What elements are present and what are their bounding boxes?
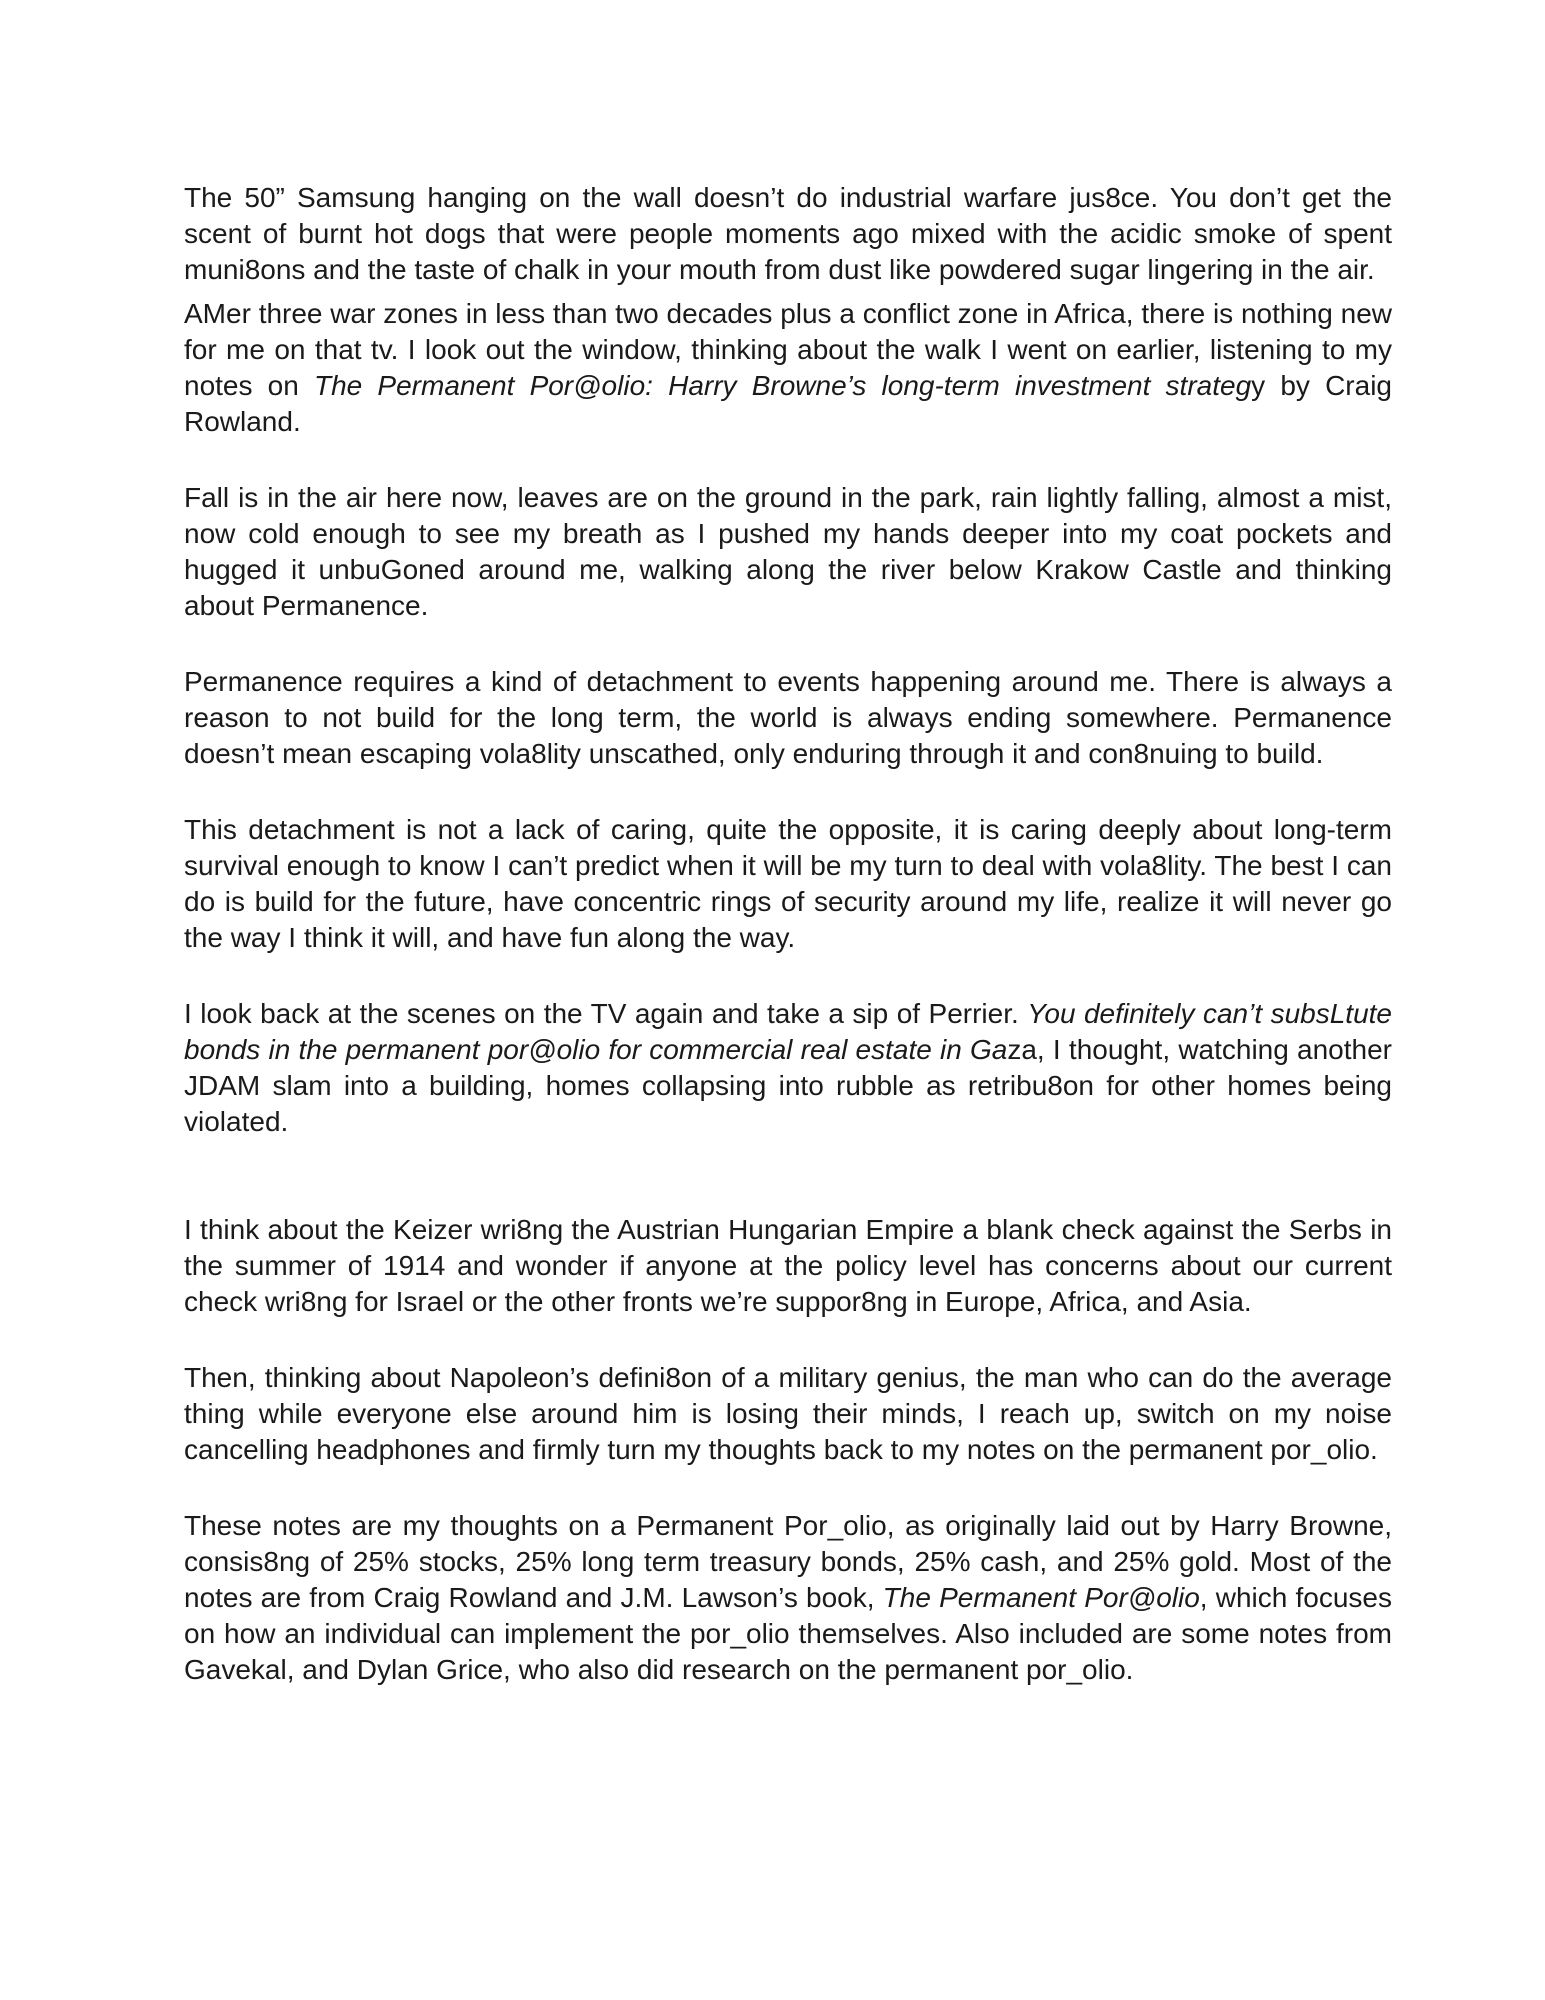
blank-line xyxy=(184,1148,1392,1172)
blank-line xyxy=(184,1476,1392,1500)
paragraph xyxy=(184,1508,1392,1688)
text-run: This detachment is not a lack of caring, quite the opposite, it is caring deeply about long-term survival enough to know I can’t predict when it will be my turn to deal with vola8lity. The best I can do is build for the future, have concentric rings of security around my life, realize it will never go the way I think it will, and have fun along the way. xyxy=(184,814,1392,953)
text-run: Fall is in the air here now, leaves are on the ground in the park, rain lightly falling, almost a mist, now cold enough to see my breath as I pushed my hands deeper into my coat pockets and hugged it unbuGoned around me, walking along the river below Krakow Castle and thinking about Permanence. xyxy=(184,482,1392,621)
italic-text-run: The Permanent Por@olio xyxy=(882,1582,1200,1613)
paragraph xyxy=(184,996,1392,1140)
blank-line xyxy=(184,1328,1392,1352)
document-text xyxy=(184,180,1392,1696)
paragraph xyxy=(184,812,1392,956)
blank-line xyxy=(184,632,1392,656)
text-run: Permanence requires a kind of detachment to events happening around me. There is always a reason to not build for the long term, the world is always ending somewhere. Permanence doesn’t mean escaping vola8lity unscathed, only enduring through it and con8nuing to build. xyxy=(184,666,1392,769)
blank-line xyxy=(184,1180,1392,1204)
paragraph xyxy=(184,1360,1392,1468)
italic-text-run: You definitely can’t subsLtute bonds in the permanent por@olio for commercial real estate in Ga xyxy=(184,998,1392,1065)
text-run: Then, thinking about Napoleon’s defini8on of a military genius, the man who can do the average thing while everyone else around him is losing their minds, I reach up, switch on my noise cancelling headphones and firmly turn my thoughts back to my notes on the permanent por_olio. xyxy=(184,1362,1392,1465)
text-run: I think about the Keizer wri8ng the Austrian Hungarian Empire a blank check against the Serbs in the summer of 1914 and wonder if anyone at the policy level has concerns about our current check wri8ng for Israel or the other fronts we’re suppor8ng in Europe, Africa, and Asia. xyxy=(184,1214,1392,1317)
blank-line xyxy=(184,780,1392,804)
text-run: y by Craig Rowland. xyxy=(184,370,1392,437)
paragraph xyxy=(184,1212,1392,1320)
text-run: I look back at the scenes on the TV again and take a sip of Perrier. xyxy=(184,998,1028,1029)
text-run: The 50” Samsung hanging on the wall doesn’t do industrial warfare jus8ce. You don’t get the scent of burnt hot dogs that were people moments ago mixed with the acidic smoke of spent muni8ons and the taste of chalk in your mouth from dust like powdered sugar lingering in the air. xyxy=(184,182,1392,285)
blank-line xyxy=(184,964,1392,988)
text-run: , which focuses on how an individual can implement the por_olio themselves. Also included are some notes from Gavekal, and Dylan Grice, who also did research on the permanent por_olio. xyxy=(184,1582,1392,1685)
italic-text-run: The Permanent Por@olio: Harry Browne’s long-term investment strateg xyxy=(314,370,1252,401)
paragraph xyxy=(184,664,1392,772)
blank-line xyxy=(184,448,1392,472)
paragraph xyxy=(184,480,1392,624)
text-run: AMer three war zones in less than two decades plus a conflict zone in Africa, there is nothing new for me on that tv. I look out the window, thinking about the walk I went on earlier, listening to my notes on xyxy=(184,298,1392,401)
paragraph xyxy=(184,296,1392,440)
paragraph xyxy=(184,180,1392,288)
text-run: These notes are my thoughts on a Permanent Por_olio, as originally laid out by Harry Browne, consis8ng of 25% stocks, 25% long term treasury bonds, 25% cash, and 25% gold. Most of the notes are from Craig Rowland and J.M. Lawson’s book, xyxy=(184,1510,1392,1613)
text-run: za, I thought, watching another JDAM slam into a building, homes collapsing into rubble as retribu8on for other homes being violated. xyxy=(184,1034,1392,1137)
